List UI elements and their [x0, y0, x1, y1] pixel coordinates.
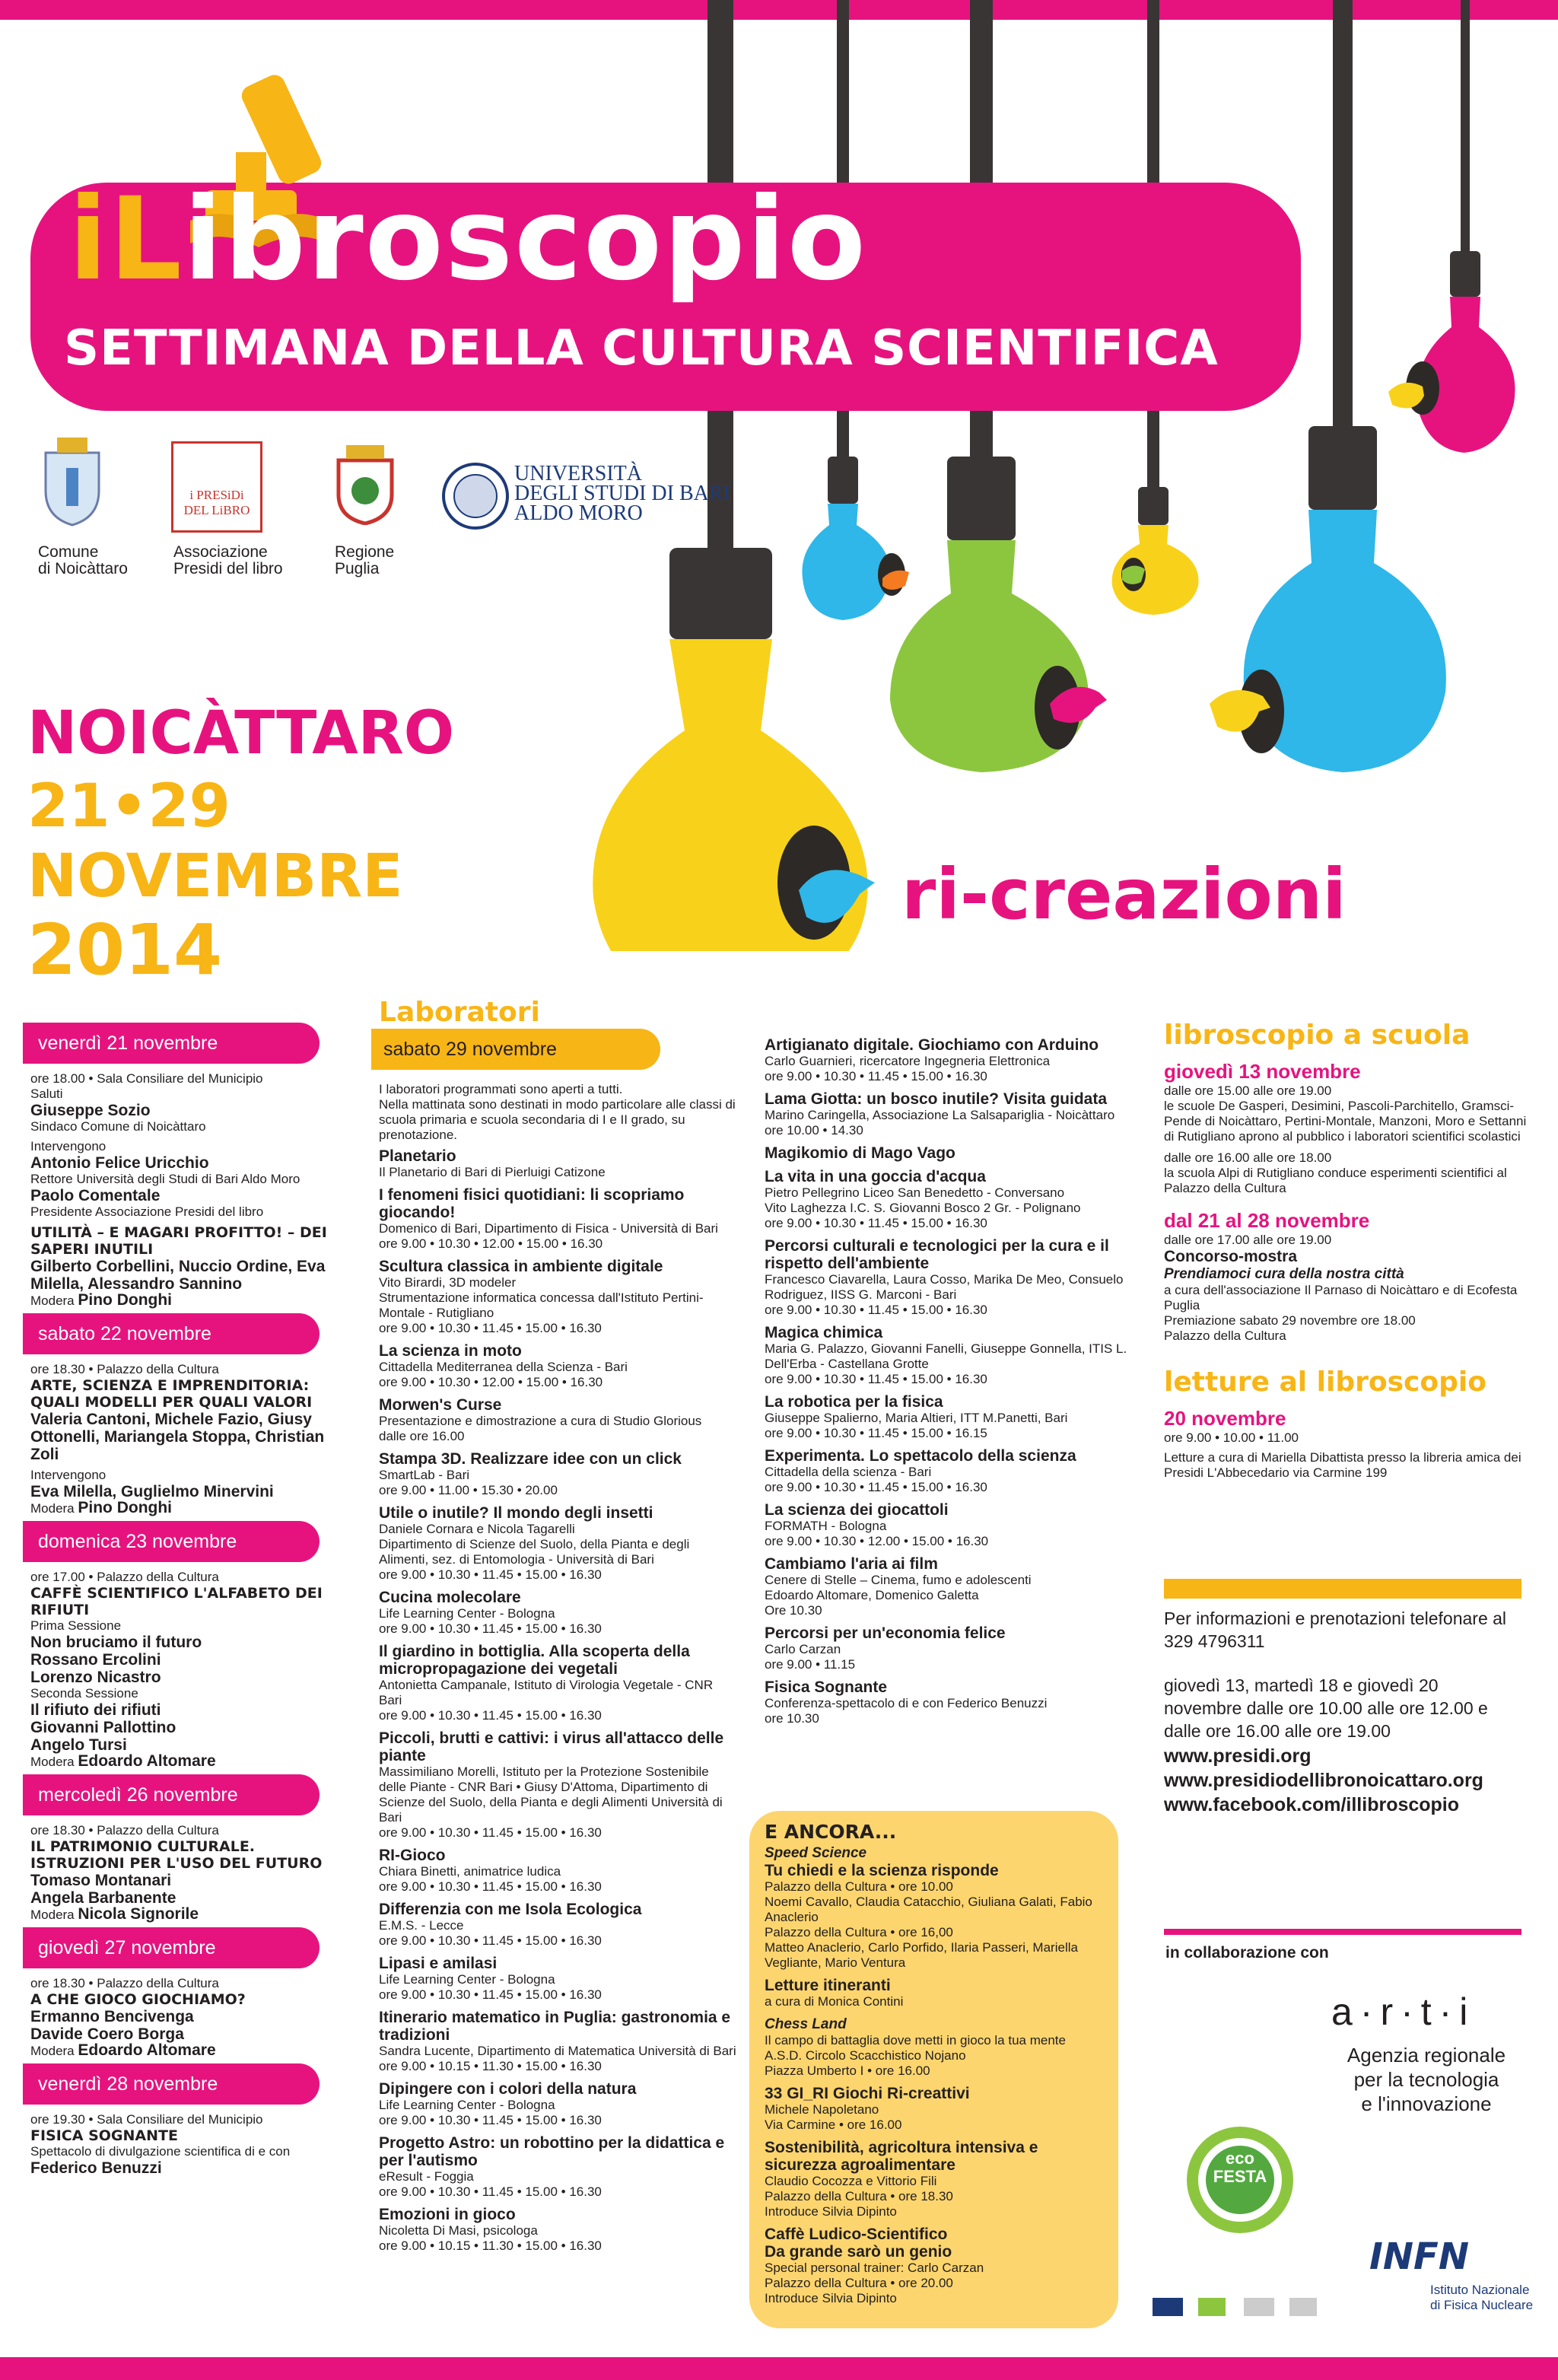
comune-logo-label: Comune di Noicàttaro	[38, 543, 128, 578]
speakers: Giovanni Pallottino Angelo Tursi	[30, 1719, 176, 1754]
laboratorio-details: Carlo Carzan	[765, 1642, 841, 1656]
ancora-title: Letture itineranti	[765, 1977, 891, 1994]
university-logo-label: UNIVERSITÀ DEGLI STUDI DI BARI ALDO MORO	[514, 462, 730, 525]
ancora-title: 33 GI_RI Giochi Ri-creattivi	[765, 2085, 970, 2102]
month: NOVEMBRE	[27, 842, 403, 911]
laboratorio-times: ore 9.00 • 10.30 • 11.45 • 15.00 • 16.15	[765, 1426, 987, 1440]
laboratorio-title: Emozioni in gioco	[379, 2206, 516, 2223]
collab-label: in collaborazione con	[1165, 1944, 1329, 1962]
letture-date: 20 novembre	[1164, 1407, 1286, 1430]
laboratorio-details: E.M.S. - Lecce	[379, 1918, 464, 1933]
website-link[interactable]: www.presidi.org	[1164, 1745, 1312, 1767]
moderator: Modera Nicola Signorile	[30, 1905, 199, 1923]
laboratorio-title: La scienza in moto	[379, 1342, 522, 1360]
laboratorio-item	[379, 1186, 736, 1252]
laboratorio-title: Dipingere con i colori della natura	[379, 2080, 637, 2098]
label: Saluti	[30, 1087, 63, 1101]
scuola-text: dalle ore 17.00 alle ore 19.00	[1164, 1233, 1332, 1247]
laboratorio-times: ore 9.00 • 10.30 • 11.45 • 15.00 • 16.30	[765, 1069, 987, 1083]
session-title: Il rifiuto dei rifiuti	[30, 1701, 161, 1719]
ancora-item	[765, 1844, 1103, 1971]
laboratorio-item	[765, 1036, 1134, 1084]
laboratorio-title: Lama Giotta: un bosco inutile? Visita guidata	[765, 1090, 1107, 1108]
laboratorio-details: Il Planetario di Bari di Pierluigi Catizone	[379, 1165, 606, 1179]
laboratorio-times: ore 9.00 • 10.30 • 11.45 • 15.00 • 16.30	[379, 1879, 602, 1894]
laboratorio-title: Lipasi e amilasi	[379, 1955, 498, 1972]
laboratorio-title: Il giardino in bottiglia. Alla scoperta della micropropagazione dei vegetali	[379, 1643, 690, 1678]
speaker: Paolo Comentale	[30, 1187, 161, 1204]
collab-divider	[1164, 1929, 1521, 1935]
laboratorio-times: ore 9.00 • 11.00 • 15.30 • 20.00	[379, 1483, 558, 1497]
scuola-text: dalle ore 15.00 alle ore 19.00 le scuole De Gasperi, Desimini, Pascoli-Parchitello, Gramsci-Pende di Noicàttaro, Pertini-Montale, Manzoni, Moro e Settanni di Rutigliano aprono al pubblico i laboratori scientifici scolastici	[1164, 1083, 1527, 1144]
laboratorio-item	[765, 1447, 1134, 1495]
speakers: Valeria Cantoni, Michele Fazio, Giusy Ottonelli, Mariangela Stoppa, Christian Zoli	[30, 1411, 325, 1463]
regione-logo-label: Regione Puglia	[335, 543, 395, 578]
laboratorio-times: ore 9.00 • 11.15	[765, 1657, 856, 1672]
e-ancora-box	[749, 1811, 1118, 2328]
laboratorio-details: Domenico di Bari, Dipartimento di Fisica - Università di Bari	[379, 1221, 718, 1236]
city: NOICÀTTARO	[27, 699, 455, 768]
speaker: Federico Benuzzi	[30, 2159, 162, 2177]
letture-text: Letture a cura di Mariella Dibattista presso la libreria amica dei Presidi L'Abbecedario via Carmine 199	[1164, 1450, 1521, 1480]
laboratorio-details: FORMATH - Bologna	[765, 1519, 887, 1533]
event-title: UTILITÀ – E MAGARI PROFITTO! – DEI SAPERI INUTILI	[30, 1224, 327, 1258]
laboratorio-times: ore 9.00 • 10.30 • 11.45 • 15.00 • 16.30	[379, 1708, 602, 1723]
eu-logos-strip	[1153, 2294, 1350, 2317]
laboratorio-details: Daniele Cornara e Nicola Tagarelli Dipartimento di Scienze del Suolo, della Pianta e degli Alimenti, sez. di Entomologia - Università di Bari	[379, 1522, 690, 1567]
ancora-title: Tu chiedi e la scienza risponde	[765, 1862, 999, 1879]
day-header: venerdì 21 novembre	[23, 1023, 320, 1064]
theme-title: ri-creazioni	[901, 854, 1347, 935]
event-time: ore 18.30 • Palazzo della Cultura	[30, 1823, 219, 1838]
event-place-dates	[27, 699, 455, 991]
laboratorio-item	[379, 1258, 736, 1336]
laboratorio-item	[765, 1555, 1134, 1618]
event-title: IL PATRIMONIO CULTURALE. ISTRUZIONI PER L'USO DEL FUTURO	[30, 1838, 323, 1872]
laboratorio-details: Life Learning Center - Bologna	[379, 1606, 555, 1621]
laboratorio-details: Carlo Guarnieri, ricercatore Ingegneria Elettronica	[765, 1054, 1051, 1068]
moderator: Modera Edoardo Altomare	[30, 2041, 216, 2059]
laboratorio-times: dalle ore 16.00	[379, 1429, 465, 1443]
speakers: Tomaso Montanari Angela Barbanente	[30, 1872, 176, 1907]
laboratorio-times: ore 9.00 • 10.30 • 11.45 • 15.00 • 16.30	[765, 1216, 987, 1230]
laboratorio-times: ore 9.00 • 10.30 • 11.45 • 15.00 • 16.30	[379, 1825, 602, 1840]
ancora-kicker: Speed Science	[765, 1845, 867, 1861]
laboratorio-title: Morwen's Curse	[379, 1396, 502, 1414]
laboratorio-details: Maria G. Palazzo, Giovanni Fanelli, Giuseppe Gonnella, ITIS L. Dell'Erba - Castellana Grotte	[765, 1341, 1127, 1371]
laboratorio-times: ore 9.00 • 10.30 • 11.45 • 15.00 • 16.30	[379, 1621, 602, 1636]
event-time: ore 18.30 • Palazzo della Cultura	[30, 1976, 219, 1990]
laboratorio-item	[379, 2206, 736, 2254]
ecofesta-logo-text: eco FESTA	[1213, 2149, 1267, 2186]
laboratorio-details: Cenere di Stelle – Cinema, fumo e adolescenti Edoardo Altomare, Domenico Galetta	[765, 1573, 1032, 1602]
laboratorio-item	[765, 1393, 1134, 1441]
laboratorio-title: Cucina molecolare	[379, 1589, 521, 1606]
speaker: Giuseppe Sozio	[30, 1102, 151, 1119]
laboratorio-details: Life Learning Center - Bologna	[379, 2098, 555, 2112]
laboratorio-details: Presentazione e dimostrazione a cura di Studio Glorious	[379, 1414, 702, 1428]
speaker: Antonio Felice Uricchio	[30, 1154, 209, 1172]
laboratorio-times: ore 9.00 • 10.30 • 11.45 • 15.00 • 16.30	[379, 1933, 602, 1948]
scuola-date: giovedì 13 novembre	[1164, 1060, 1361, 1083]
laboratorio-item	[379, 1342, 736, 1390]
event-title: ARTE, SCIENZA E IMPRENDITORIA: QUALI MODELLI PER QUALI VALORI	[30, 1377, 313, 1411]
scuola-event-subtitle: Prendiamoci cura della nostra città	[1164, 1266, 1404, 1282]
laboratorio-title: Scultura classica in ambiente digitale	[379, 1258, 663, 1275]
ancora-title: Sostenibilità, agricoltura intensiva e sicurezza agroalimentare	[765, 2139, 1038, 2174]
laboratorio-times: ore 9.00 • 10.30 • 11.45 • 15.00 • 16.30	[379, 1567, 602, 1582]
laboratorio-times: ore 9.00 • 10.30 • 12.00 • 15.00 • 16.30	[379, 1375, 603, 1389]
laboratorio-details: eResult - Foggia	[379, 2169, 474, 2184]
laboratorio-title: La vita in una goccia d'acqua	[765, 1168, 986, 1185]
event-time: ore 19.30 • Sala Consiliare del Municipio	[30, 2112, 263, 2127]
laboratorio-times: ore 9.00 • 10.30 • 11.45 • 15.00 • 16.30	[765, 1303, 987, 1317]
laboratorio-details: Marino Caringella, Associazione La Salsapariglia - Noicàttaro	[765, 1108, 1115, 1122]
label: Prima Sessione	[30, 1618, 122, 1633]
day-header: giovedì 27 novembre	[23, 1927, 320, 1968]
speaker-role: Rettore Università degli Studi di Bari Aldo Moro	[30, 1172, 300, 1186]
laboratorio-times: ore 9.00 • 10.30 • 11.45 • 15.00 • 16.30	[379, 1987, 602, 2002]
laboratorio-title: Percorsi culturali e tecnologici per la cura e il rispetto dell'ambiente	[765, 1237, 1109, 1272]
day-header: domenica 23 novembre	[23, 1521, 320, 1562]
laboratorio-details: Nicoletta Di Masi, psicologa	[379, 2223, 538, 2238]
laboratorio-item	[379, 1450, 736, 1498]
laboratorio-item	[379, 1955, 736, 2003]
scuola-date: dal 21 al 28 novembre	[1164, 1209, 1370, 1232]
ancora-details: Michele Napoletano Via Carmine • ore 16.00	[765, 2102, 902, 2132]
speakers: Gilberto Corbellini, Nuccio Ordine, Eva Milella, Alessandro Sannino	[30, 1258, 326, 1293]
laboratorio-title: Itinerario matematico in Puglia: gastronomia e tradizioni	[379, 2009, 731, 2044]
day-header: sabato 22 novembre	[23, 1313, 320, 1354]
laboratorio-title: Planetario	[379, 1147, 456, 1165]
ancora-item	[765, 2226, 1103, 2306]
laboratorio-title: La scienza dei giocattoli	[765, 1501, 949, 1519]
laboratorio-title: RI-Gioco	[379, 1847, 446, 1864]
label: Seconda Sessione	[30, 1686, 138, 1701]
scuola-title: libroscopio a scuola	[1164, 1020, 1471, 1051]
laboratorio-times: ore 10.30	[765, 1711, 819, 1726]
moderator: Modera Pino Donghi	[30, 1291, 173, 1309]
laboratorio-details: Giuseppe Spalierno, Maria Altieri, ITT M.Panetti, Bari	[765, 1411, 1068, 1425]
laboratorio-item	[765, 1144, 1134, 1162]
event-time: ore 17.00 • Palazzo della Cultura	[30, 1570, 219, 1584]
laboratorio-details: Vito Birardi, 3D modeler Strumentazione informatica concessa dall'Istituto Pertini-Montale - Rutigliano	[379, 1275, 704, 1320]
scuola-event-title: Concorso-mostra	[1164, 1248, 1298, 1265]
event-description: Spettacolo di divulgazione scientifica di e con	[30, 2144, 291, 2159]
laboratorio-title: I fenomeni fisici quotidiani: li scopriamo giocando!	[379, 1186, 685, 1221]
day-header: sabato 29 novembre	[371, 1029, 660, 1070]
laboratorio-details: Pietro Pellegrino Liceo San Benedetto - Conversano Vito Laghezza I.C. S. Giovanni Bosco 2 Gr. - Polignano	[765, 1185, 1081, 1215]
ancora-details: Il campo di battaglia dove metti in gioco la tua mente A.S.D. Circolo Scacchistico Nojano Piazza Umberto I • ore 16.00	[765, 2033, 1066, 2078]
speakers: Eva Milella, Guglielmo Minervini	[30, 1483, 274, 1500]
event-time: ore 18.00 • Sala Consiliare del Municipio	[30, 1071, 263, 1086]
e-ancora-title: E ANCORA...	[765, 1821, 897, 1843]
laboratorio-title: Magikomio di Mago Vago	[765, 1144, 955, 1162]
program-column-1	[30, 1018, 350, 2177]
laboratorio-item	[765, 1501, 1134, 1549]
laboratorio-details: Massimiliano Morelli, Istituto per la Protezione Sostenibile delle Piante - CNR Bari • Giusy D'Attoma, Dipartimento di Scienze del Suolo, della Pianta e degli Alimenti Università di Bari	[379, 1764, 723, 1825]
laboratorio-item	[379, 2134, 736, 2200]
university-seal-icon	[441, 462, 510, 530]
laboratorio-times: ore 9.00 • 10.30 • 12.00 • 15.00 • 16.30	[765, 1534, 989, 1548]
laboratorio-details: Cittadella Mediterranea della Scienza - Bari	[379, 1360, 628, 1374]
laboratorio-item	[765, 1090, 1134, 1138]
laboratorio-details: Conferenza-spettacolo di e con Federico Benuzzi	[765, 1696, 1048, 1710]
ancora-item	[765, 2016, 1103, 2079]
speaker-role: Sindaco Comune di Noicàttaro	[30, 1119, 206, 1134]
laboratorio-item	[765, 1237, 1134, 1318]
laboratori-title: Laboratori	[379, 997, 540, 1028]
laboratorio-title: Experimenta. Lo spettacolo della scienza	[765, 1447, 1076, 1465]
regione-crest-icon	[335, 441, 396, 525]
ancora-details: Palazzo della Cultura • ore 10.00 Noemi Cavallo, Claudia Catacchio, Giuliana Galati, Fabio Anaclerio Palazzo della Cultura • ore 16,00 Matteo Anaclerio, Carlo Porfido, Ilaria Passeri, Mariella Vegliante, Mario Ventura	[765, 1879, 1092, 1970]
laboratorio-item	[765, 1624, 1134, 1672]
ancora-item	[765, 1977, 1103, 2009]
laboratorio-item	[379, 1729, 736, 1841]
laboratorio-item	[765, 1168, 1134, 1231]
laboratorio-item	[379, 2009, 736, 2074]
laboratorio-details: Chiara Binetti, animatrice ludica	[379, 1864, 561, 1879]
speaker-role: Presidente Associazione Presidi del libro	[30, 1204, 264, 1219]
event-title: FISICA SOGNANTE	[30, 2127, 178, 2144]
speakers: Ermanno Bencivenga Davide Coero Borga	[30, 2008, 194, 2043]
facebook-link[interactable]: www.facebook.com/illibroscopio	[1164, 1794, 1460, 1815]
day-header: venerdì 28 novembre	[23, 2063, 320, 2105]
ancora-details: Claudio Cocozza e Vittorio Fili Palazzo della Cultura • ore 18.30 Introduce Silvia Dipinto	[765, 2174, 953, 2219]
ancora-details: Special personal trainer: Carlo Carzan Palazzo della Cultura • ore 20.00 Introduce Silvia Dipinto	[765, 2261, 984, 2305]
laboratorio-times: ore 9.00 • 10.30 • 11.45 • 15.00 • 16.30	[379, 2184, 602, 2199]
laboratorio-title: Progetto Astro: un robottino per la didattica e per l'autismo	[379, 2134, 725, 2169]
laboratorio-title: Piccoli, brutti e cattivi: i virus all'attacco delle piante	[379, 1729, 724, 1764]
page-title: iLibroscopio	[68, 173, 867, 306]
laboratorio-item	[379, 1396, 736, 1444]
laboratorio-details: SmartLab - Bari	[379, 1468, 470, 1482]
day-header: mercoledì 26 novembre	[23, 1774, 320, 1815]
laboratorio-times: ore 9.00 • 10.30 • 11.45 • 15.00 • 16.30	[765, 1372, 987, 1386]
laboratorio-item	[379, 1847, 736, 1895]
label: Intervengono	[30, 1468, 107, 1482]
scuola-text: dalle ore 16.00 alle ore 18.00 la scuola Alpi di Rutigliano conduce esperimenti scientifici al Palazzo della Cultura	[1164, 1150, 1507, 1195]
moderator: Modera Edoardo Altomare	[30, 1752, 216, 1770]
laboratori-column	[379, 997, 736, 2260]
laboratori-column-2	[765, 1036, 1134, 1732]
ancora-item	[765, 2139, 1103, 2219]
presidi-logo-label: Associazione Presidi del libro	[173, 543, 283, 578]
letture-time: ore 9.00 • 10.00 • 11.00	[1164, 1430, 1299, 1445]
year: 2014	[27, 909, 223, 991]
label: Intervengono	[30, 1139, 107, 1153]
laboratorio-item	[379, 1589, 736, 1637]
info-phone: Per informazioni e prenotazioni telefonare al 329 4796311	[1164, 1608, 1507, 1651]
laboratorio-times: ore 9.00 • 10.30 • 12.00 • 15.00 • 16.30	[379, 1236, 603, 1251]
page-subtitle: SETTIMANA DELLA CULTURA SCIENTIFICA	[64, 320, 1219, 377]
website-link[interactable]: www.presidiodellibronoicattaro.org	[1164, 1770, 1483, 1791]
laboratorio-details: Life Learning Center - Bologna	[379, 1972, 555, 1987]
scuola-text: a cura dell'associazione Il Parnaso di Noicàttaro e di Ecofesta Puglia Premiazione sabato 29 novembre ore 18.00 Palazzo della Cultura	[1164, 1283, 1518, 1343]
speakers: Rossano Ercolini Lorenzo Nicastro	[30, 1651, 161, 1686]
ancora-details: a cura di Monica Contini	[765, 1994, 904, 2009]
laboratorio-title: Magica chimica	[765, 1324, 883, 1341]
laboratorio-title: Utile o inutile? Il mondo degli insetti	[379, 1504, 653, 1522]
laboratorio-details: Antonietta Campanale, Istituto di Virologia Vegetale - CNR Bari	[379, 1678, 714, 1707]
session-title: Non bruciamo il futuro	[30, 1634, 202, 1651]
ancora-item	[765, 2085, 1103, 2133]
laboratorio-details: Sandra Lucente, Dipartimento di Matematica Università di Bari	[379, 2044, 736, 2058]
laboratorio-times: Ore 10.30	[765, 1603, 822, 1618]
laboratorio-title: La robotica per la fisica	[765, 1393, 943, 1411]
laboratorio-title: Cambiamo l'aria ai film	[765, 1555, 938, 1573]
laboratorio-details: Francesco Ciavarella, Laura Cosso, Marika De Meo, Consuelo Rodriguez, IISS G. Marconi - Bari	[765, 1272, 1124, 1302]
laboratorio-title: Stampa 3D. Realizzare idee con un click	[379, 1450, 682, 1468]
date-range: 21•29	[27, 772, 231, 841]
event-title: CAFFÈ SCIENTIFICO L'ALFABETO DEI RIFIUTI	[30, 1585, 323, 1618]
laboratorio-item	[379, 1147, 736, 1180]
program-column-4	[1164, 1020, 1529, 1481]
bottom-bar	[0, 2357, 1558, 2380]
arti-logo: a·r·t·i	[1331, 1990, 1476, 2033]
laboratorio-item	[379, 1901, 736, 1949]
laboratorio-times: ore 10.00 • 14.30	[765, 1123, 863, 1138]
ancora-title: Caffè Ludico-Scientifico Da grande sarò un genio	[765, 2226, 952, 2261]
info-block	[1164, 1607, 1514, 1817]
infn-description: Istituto Nazionale di Fisica Nucleare	[1430, 2283, 1534, 2312]
laboratori-intro: I laboratori programmati sono aperti a tutti. Nella mattinata sono destinati in modo particolare alle classi di scuola primaria e scuola secondaria di I e II grado, su prenotazione.	[379, 1082, 736, 1142]
laboratorio-title: Percorsi per un'economia felice	[765, 1624, 1006, 1642]
moderator: Modera Pino Donghi	[30, 1499, 173, 1516]
laboratorio-times: ore 9.00 • 10.30 • 11.45 • 15.00 • 16.30	[379, 2113, 602, 2127]
laboratorio-item	[379, 2080, 736, 2128]
laboratorio-item	[765, 1324, 1134, 1387]
infn-logo: INFN	[1369, 2235, 1469, 2278]
laboratorio-details: Cittadella della scienza - Bari	[765, 1465, 932, 1479]
arti-description: Agenzia regionale per la tecnologia e l'innovazione	[1347, 2044, 1506, 2115]
laboratorio-title: Differenzia con me Isola Ecologica	[379, 1901, 642, 1918]
letture-title: letture al libroscopio	[1164, 1367, 1486, 1398]
info-divider	[1164, 1579, 1521, 1599]
event-time: ore 18.30 • Palazzo della Cultura	[30, 1362, 219, 1376]
laboratorio-times: ore 9.00 • 10.30 • 11.45 • 15.00 • 16.30	[765, 1480, 987, 1494]
laboratorio-item	[765, 1678, 1134, 1726]
laboratorio-title: Artigianato digitale. Giochiamo con Arduino	[765, 1036, 1099, 1054]
comune-crest-icon	[34, 438, 110, 529]
laboratorio-times: ore 9.00 • 10.15 • 11.30 • 15.00 • 16.30	[379, 2238, 602, 2253]
laboratorio-times: ore 9.00 • 10.15 • 11.30 • 15.00 • 16.30	[379, 2059, 602, 2073]
ancora-kicker: Chess Land	[765, 2016, 847, 2032]
laboratorio-title: Fisica Sognante	[765, 1678, 888, 1696]
laboratorio-item	[379, 1504, 736, 1583]
info-hours: giovedì 13, martedì 18 e giovedì 20 novembre dalle ore 10.00 alle ore 12.00 e dalle ore 16.00 alle ore 19.00	[1164, 1675, 1488, 1741]
laboratorio-item	[379, 1643, 736, 1723]
event-title: A CHE GIOCO GIOCHIAMO?	[30, 1991, 246, 2008]
laboratorio-times: ore 9.00 • 10.30 • 11.45 • 15.00 • 16.30	[379, 1321, 602, 1335]
presidi-badge: i PRESiDi DEL LiBRO	[171, 441, 262, 533]
